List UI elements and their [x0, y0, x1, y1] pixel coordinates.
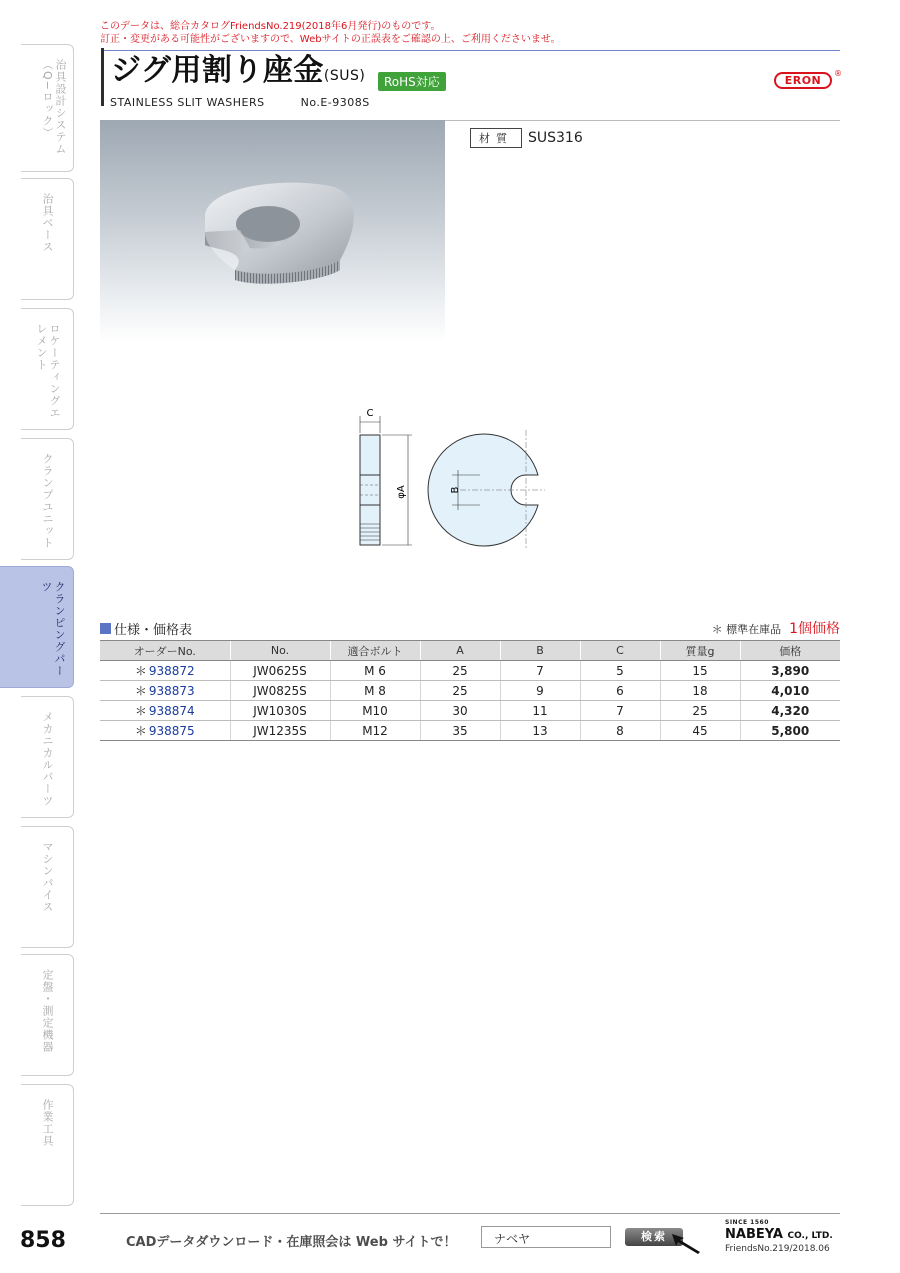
- b-cell: 9: [500, 681, 580, 701]
- c-cell: 5: [580, 661, 660, 681]
- table-header-row: [100, 641, 840, 661]
- part-no-cell: JW0625S: [230, 661, 330, 681]
- dim-a-label: φA: [396, 485, 407, 499]
- a-cell: 25: [420, 661, 500, 681]
- spec-price-table: [100, 640, 840, 741]
- company-name: NABEYA: [725, 1227, 783, 1242]
- header-rule: [104, 50, 840, 51]
- table-row: [100, 701, 840, 721]
- order-cell: [100, 681, 230, 701]
- registered-mark: ®: [834, 69, 842, 78]
- title-text: ジグ用割り座金: [111, 53, 324, 88]
- b-cell: 13: [500, 721, 580, 741]
- washer-drawing: [340, 400, 570, 560]
- search-button[interactable]: 検索: [625, 1228, 683, 1246]
- part-no-cell: JW1235S: [230, 721, 330, 741]
- price-cell: 5,800: [740, 721, 840, 741]
- tab-clamp-unit[interactable]: [21, 438, 74, 560]
- stock-mark: ＊: [134, 704, 147, 718]
- product-photo: [100, 120, 445, 342]
- b-cell: 11: [500, 701, 580, 721]
- b-cell: 7: [500, 661, 580, 681]
- material-rule: [445, 120, 840, 121]
- c-cell: 6: [580, 681, 660, 701]
- notice: [100, 20, 561, 46]
- company-logo: [725, 1227, 833, 1242]
- stock-mark: ＊: [134, 724, 147, 738]
- col-a: A: [420, 641, 500, 661]
- mass-cell: 25: [660, 701, 740, 721]
- col-no: No.: [230, 641, 330, 661]
- col-order-no: オーダーNo.: [100, 641, 230, 661]
- dim-b-label: B: [450, 486, 461, 494]
- material-spec: [470, 128, 583, 148]
- order-number-link[interactable]: 938873: [148, 684, 195, 698]
- c-cell: 8: [580, 721, 660, 741]
- col-price: 価格: [740, 641, 840, 661]
- tab-locating-element[interactable]: [21, 308, 74, 430]
- table-row: [100, 721, 840, 741]
- dim-c-label: C: [366, 408, 374, 419]
- tab-mechanical-parts[interactable]: [21, 696, 74, 818]
- col-c: C: [580, 641, 660, 661]
- material-label: 材質: [470, 128, 522, 148]
- tab-label: 治具ベース: [41, 193, 54, 253]
- title-bar: [101, 48, 104, 106]
- cad-download-text: CADデータダウンロード・在庫照会は Web サイトで！: [126, 1235, 457, 1250]
- c-cell: 7: [580, 701, 660, 721]
- slit-washer-image: [100, 120, 445, 342]
- tab-label: 定盤・測定機器: [41, 969, 54, 1053]
- tab-label: クランピングパーツ: [40, 581, 66, 677]
- order-number-link[interactable]: 938874: [148, 704, 195, 718]
- mass-cell: 15: [660, 661, 740, 681]
- table-title: [100, 619, 192, 638]
- cursor-arrow-icon: [670, 1232, 704, 1254]
- tab-label: 作業工具: [41, 1099, 54, 1147]
- price-cell: 4,320: [740, 701, 840, 721]
- stock-mark: ＊: [134, 684, 147, 698]
- rohs-badge: RoHS対応: [378, 72, 446, 91]
- square-bullet-icon: [100, 623, 111, 634]
- table-title-text: 仕様・価格表: [114, 623, 193, 638]
- tab-label: クランプユニット: [41, 453, 54, 549]
- order-cell: [100, 701, 230, 721]
- tab-label: マシンバイス: [41, 841, 54, 913]
- tab-clamping-parts[interactable]: [0, 566, 74, 688]
- footer-rule: [100, 1213, 840, 1214]
- title-suffix: (SUS): [323, 68, 366, 84]
- table-legend: [712, 618, 840, 638]
- subtitle: STAINLESS SLIT WASHERS: [110, 96, 265, 109]
- col-bolt: 適合ボルト: [330, 641, 420, 661]
- tab-label: メカニカルパーツ: [41, 711, 54, 807]
- mass-cell: 45: [660, 721, 740, 741]
- catalog-edition: FriendsNo.219/2018.06: [725, 1244, 830, 1254]
- order-cell: [100, 661, 230, 681]
- part-no-cell: JW0825S: [230, 681, 330, 701]
- tab-jig-base[interactable]: [21, 178, 74, 300]
- stock-mark: ＊: [134, 664, 147, 678]
- tab-label: ロケーティングエレメント: [35, 323, 61, 419]
- table-row: [100, 661, 840, 681]
- tab-machine-vise[interactable]: [21, 826, 74, 948]
- price-cell: 4,010: [740, 681, 840, 701]
- bolt-cell: M10: [330, 701, 420, 721]
- tab-surface-plate[interactable]: [21, 954, 74, 1076]
- bolt-cell: M12: [330, 721, 420, 741]
- dimension-drawing: [340, 400, 570, 564]
- price-cell: 3,890: [740, 661, 840, 681]
- company-suffix: CO., LTD.: [787, 1231, 833, 1241]
- a-cell: 35: [420, 721, 500, 741]
- page-number: 858: [20, 1228, 66, 1253]
- col-b: B: [500, 641, 580, 661]
- tab-jig-design-system[interactable]: [21, 44, 74, 172]
- mass-cell: 18: [660, 681, 740, 701]
- series-number: No.E-9308S: [300, 96, 370, 109]
- order-number-link[interactable]: 938872: [148, 664, 195, 678]
- order-number-link[interactable]: 938875: [148, 724, 195, 738]
- material-value: SUS316: [528, 130, 583, 146]
- bolt-cell: M 6: [330, 661, 420, 681]
- part-no-cell: JW1030S: [230, 701, 330, 721]
- page-title: [111, 53, 365, 94]
- bolt-cell: M 8: [330, 681, 420, 701]
- table-row: [100, 681, 840, 701]
- price-unit-legend: 1個価格: [789, 621, 840, 637]
- brand-logo: ERON: [774, 72, 832, 89]
- order-cell: [100, 721, 230, 741]
- subtitle-line: [110, 96, 370, 109]
- search-input[interactable]: ナベヤ: [481, 1226, 611, 1248]
- stock-legend: ＊ 標準在庫品: [711, 623, 782, 636]
- notice-line-2: 訂正・変更がある可能性がございますので、Webサイトの正誤表をご確認の上、ご利用くださいませ。: [100, 34, 561, 45]
- since-label: SINCE 1560: [725, 1219, 769, 1226]
- notice-line-1: このデータは、総合カタログFriendsNo.219(2018年6月発行)のものです。: [100, 21, 441, 32]
- col-mass: 質量g: [660, 641, 740, 661]
- tab-label: 治具設計システム（Q−ロック）: [41, 59, 67, 155]
- a-cell: 25: [420, 681, 500, 701]
- tab-work-tools[interactable]: [21, 1084, 74, 1206]
- a-cell: 30: [420, 701, 500, 721]
